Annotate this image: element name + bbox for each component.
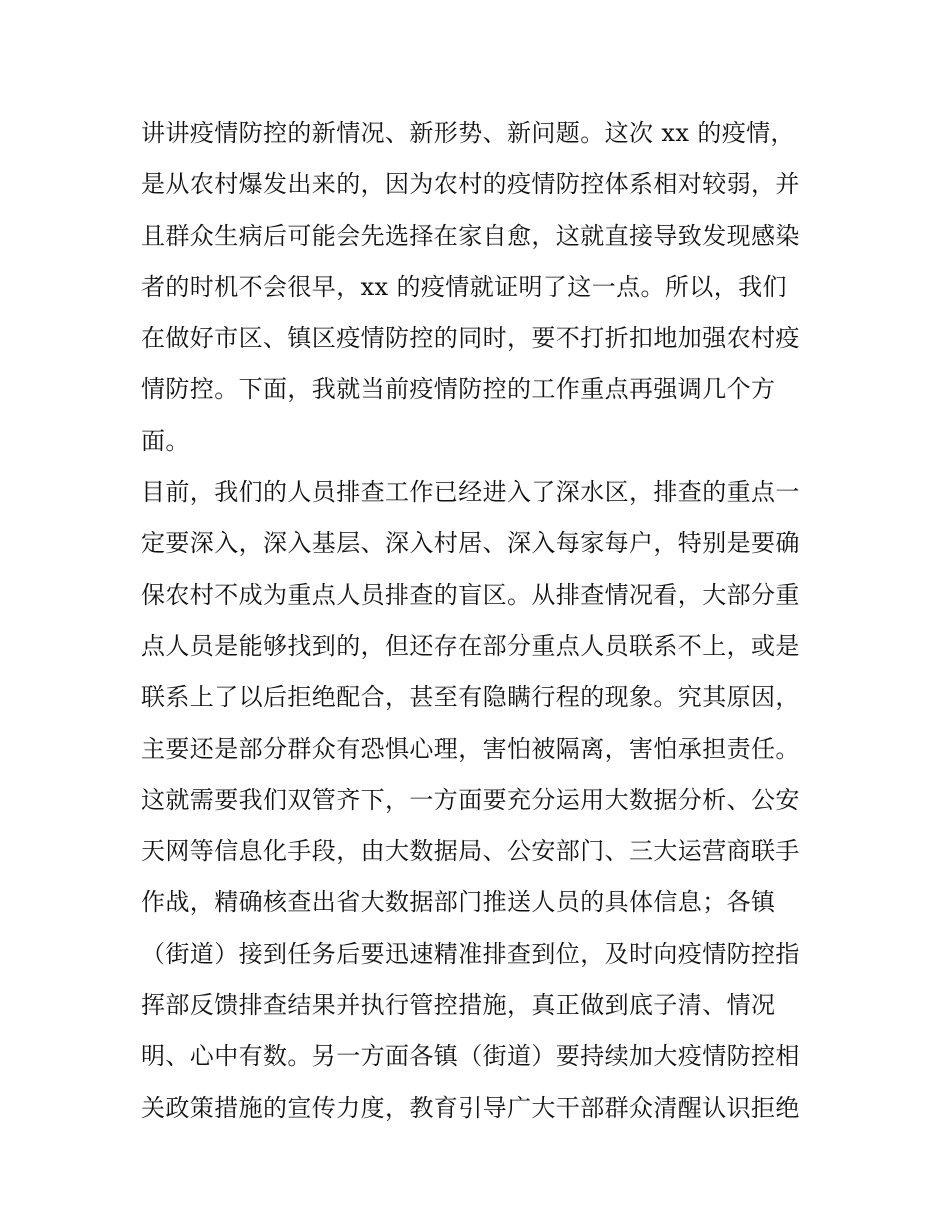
text-line: 保农村不成为重点人员排查的盲区。从排查情况看，大部分重 [141, 580, 800, 609]
text-line: 且群众生病后可能会先选择在家自愈，这就直接导致发现感染 [141, 221, 800, 250]
text-line: 者的时机不会很早，xx 的疫情就证明了这一点。所以，我们 [141, 272, 787, 301]
text-line: 情防控。下面，我就当前疫情防控的工作重点再强调几个方 [141, 375, 776, 404]
text-line: 作战，精确核查出省大数据部门推送人员的具体信息；各镇 [141, 888, 776, 917]
text-line: 定要深入，深入基层、深入村居、深入每家每户，特别是要确 [141, 529, 800, 558]
text-line: 讲讲疫情防控的新情况、新形势、新问题。这次 xx 的疫情， [141, 119, 795, 147]
text-line: 目前，我们的人员排查工作已经进入了深水区，排查的重点一 [141, 478, 800, 507]
text-line: 主要还是部分群众有恐惧心理，害怕被隔离，害怕承担责任。 [141, 734, 800, 763]
text-line: 联系上了以后拒绝配合，甚至有隐瞒行程的现象。究其原因， [141, 683, 800, 712]
text-line: （街道）接到任务后要迅速精准排查到位，及时向疫情防控指 [141, 939, 800, 968]
body-text [141, 108, 821, 1134]
text-line: 点人员是能够找到的，但还存在部分重点人员联系不上，或是 [141, 631, 800, 660]
text-line: 面。 [141, 426, 190, 455]
text-line: 天网等信息化手段，由大数据局、公安部门、三大运营商联手 [141, 837, 800, 866]
text-line: 关政策措施的宣传力度，教育引导广大干部群众清醒认识拒绝 [141, 1093, 800, 1122]
text-line: 在做好市区、镇区疫情防控的同时，要不打折扣地加强农村疫 [141, 324, 800, 353]
text-line: 这就需要我们双管齐下，一方面要充分运用大数据分析、公安 [141, 785, 800, 814]
text-line: 明、心中有数。另一方面各镇（街道）要持续加大疫情防控相 [141, 1042, 800, 1071]
text-line: 挥部反馈排查结果并执行管控措施，真正做到底子清、情况 [141, 991, 776, 1020]
text-line: 是从农村爆发出来的，因为农村的疫情防控体系相对较弱，并 [141, 170, 800, 199]
